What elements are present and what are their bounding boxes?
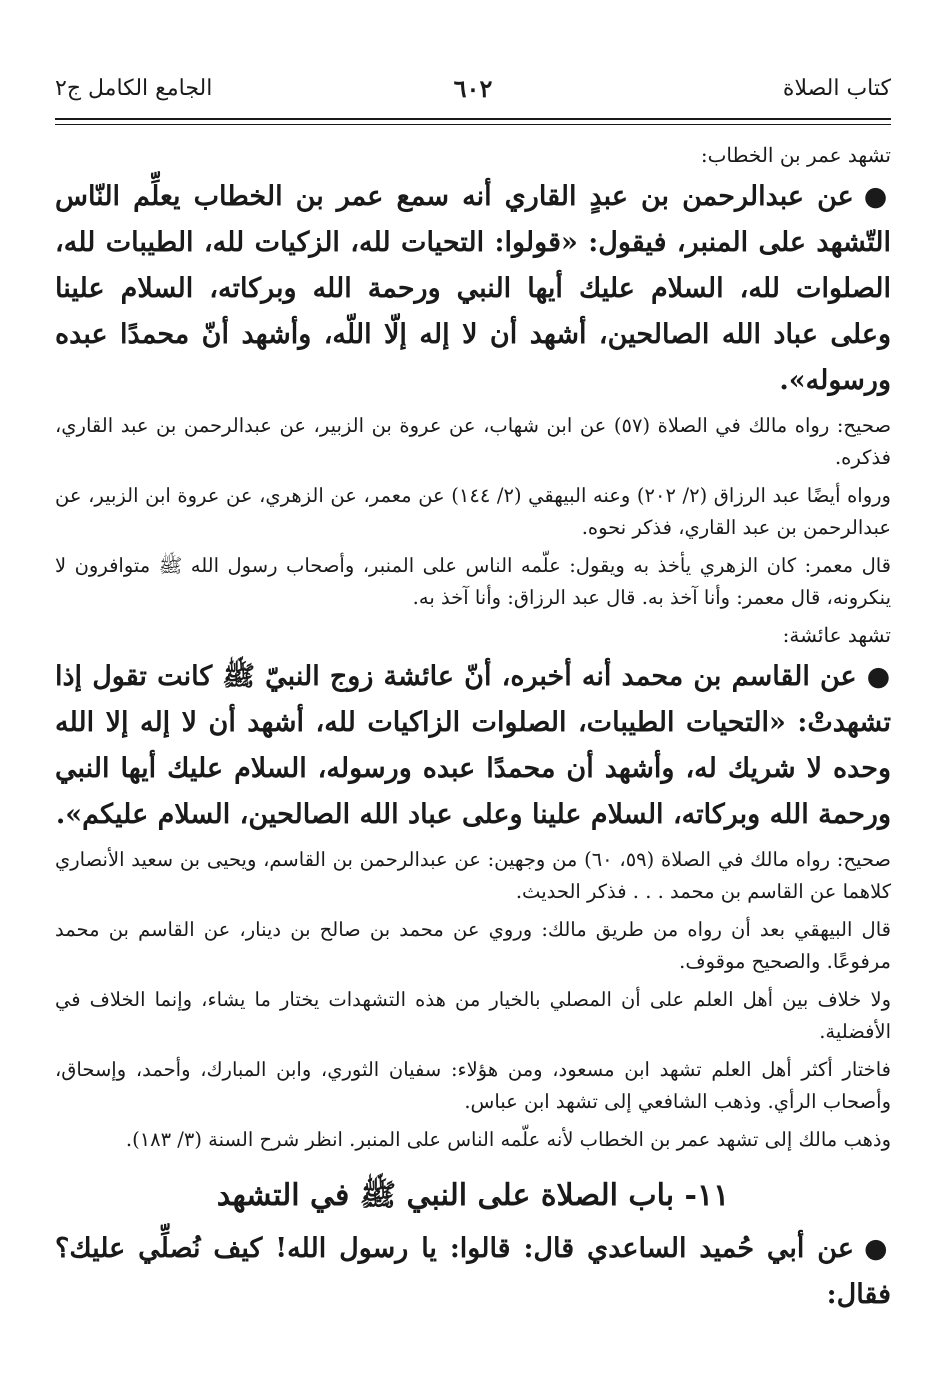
takhrij-note: صحيح: رواه مالك في الصلاة (٥٩، ٦٠) من وجهين: عن عبدالرحمن بن القاسم، ويحيى بن سعيد الأنصاري كلاهما عن القاسم بن محمد . . . فذكر الحديث. bbox=[55, 848, 891, 903]
page-header bbox=[55, 70, 891, 114]
page-body bbox=[55, 140, 891, 1324]
takhrij-note: ورواه أيضًا عبد الرزاق (٢/ ٢٠٢) وعنه البيهقي (٢/ ١٤٤) عن معمر، عن الزهري، عن عروة ابن الزبير، عن عبدالرحمن بن عبد القاري، فذكر نحوه. bbox=[55, 484, 891, 539]
chapter-title: كتاب الصلاة bbox=[782, 76, 891, 101]
hadith-body: عن عبدالرحمن بن عبدٍ القاري أنه سمع عمر بن الخطاب يعلِّم النّاس التّشهد على المنبر، فيقول: «قولوا: التحيات لله، الزكيات لله، الطيبات لله، الصلوات لله، السلام عليك أيها النبي ورحمة الله وبركاته، السلام علينا وعلى عباد الله الصالحين، أشهد أن لا إله إلّا اللّه، وأشهد أنّ محمدًا عبده ورسوله». bbox=[55, 181, 891, 396]
hadith-text bbox=[55, 174, 891, 404]
page-number: ٦٠٢ bbox=[453, 74, 493, 103]
hadith-text bbox=[55, 654, 891, 838]
takhrij-note: صحيح: رواه مالك في الصلاة (٥٧) عن ابن شهاب، عن عروة بن الزبير، عن عبدالرحمن بن عبد القاري، فذكره. bbox=[55, 414, 892, 469]
hadith-body: عن أبي حُميد الساعدي قال: قالوا: يا رسول الله! كيف نُصلِّي عليك؟ فقال: bbox=[55, 1233, 891, 1310]
header-rule bbox=[55, 118, 891, 120]
bullet-icon: ● bbox=[863, 1233, 891, 1264]
commentary-note: فاختار أكثر أهل العلم تشهد ابن مسعود، ومن هؤلاء: سفيان الثوري، وابن المبارك، وأحمد، وإسحاق، وأصحاب الرأي. وذهب الشافعي إلى تشهد ابن عباس. bbox=[55, 1058, 891, 1113]
hadith-text bbox=[55, 1226, 891, 1318]
header-rule-thin bbox=[55, 124, 891, 125]
commentary-note: وذهب مالك إلى تشهد عمر بن الخطاب لأنه علّمه الناس على المنبر. انظر شرح السنة (٣/ ١٨٣). bbox=[125, 1128, 891, 1151]
section-heading: تشهد عمر بن الخطاب: bbox=[700, 143, 891, 167]
section-heading: تشهد عائشة: bbox=[782, 623, 891, 647]
bullet-icon: ● bbox=[863, 181, 892, 212]
chapter-heading: ١١- باب الصلاة على النبي ﷺ في التشهد bbox=[216, 1178, 730, 1213]
takhrij-note: قال معمر: كان الزهري يأخذ به ويقول: علّمه الناس على المنبر، وأصحاب رسول الله ﷺ متوافرون لا ينكرونه، قال معمر: وأنا آخذ به. قال عبد الرزاق: وأنا آخذ به. bbox=[55, 554, 891, 609]
hadith-body: عن القاسم بن محمد أنه أخبره، أنّ عائشة زوج النبيّ ﷺ كانت تقول إذا تشهدتْ: «التحيات الطيبات، الصلوات الزاكيات لله، أشهد أن لا إله إلا الله وحده لا شريك له، وأشهد أن محمدًا عبده ورسوله، السلام عليك أيها النبي ورحمة الله وبركاته، السلام علينا وعلى عباد الله الصالحين، السلام عليكم». bbox=[55, 661, 891, 830]
takhrij-note: قال البيهقي بعد أن رواه من طريق مالك: وروي عن محمد بن صالح بن دينار، عن القاسم بن محمد مرفوعًا. والصحيح موقوف. bbox=[55, 918, 891, 973]
bullet-icon: ● bbox=[866, 661, 891, 692]
book-title: الجامع الكامل ج٢ bbox=[55, 76, 213, 101]
commentary-note: ولا خلاف بين أهل العلم على أن المصلي بالخيار من هذه التشهدات يختار ما يشاء، وإنما الخلاف في الأفضلية. bbox=[55, 988, 891, 1043]
